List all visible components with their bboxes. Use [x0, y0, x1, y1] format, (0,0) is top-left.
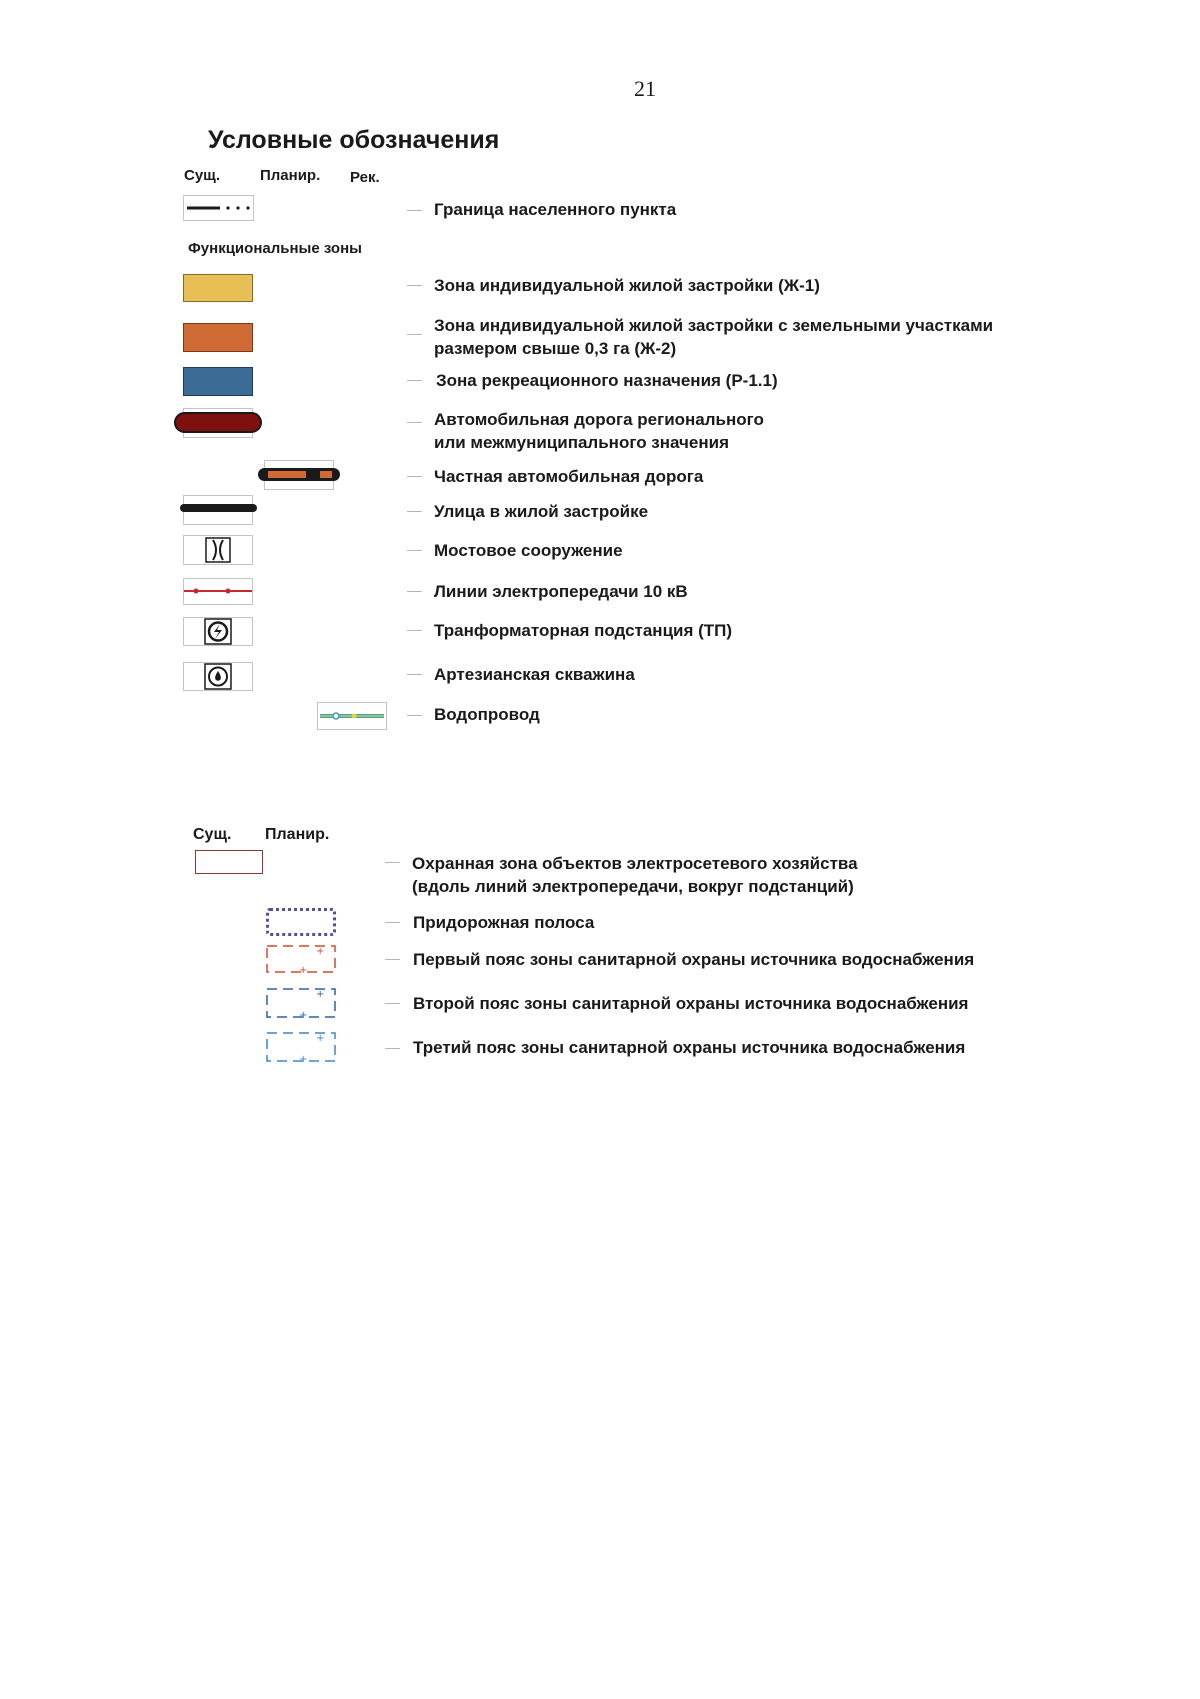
sanitary-zone-3-symbol — [266, 1032, 336, 1062]
legend-label-artesian-well: Артезианская скважина — [434, 665, 635, 684]
legend-title: Условные обозначения — [208, 126, 500, 154]
water-drop-icon — [184, 663, 252, 690]
zone-zh1-swatch — [183, 274, 253, 302]
leader-line — [407, 591, 422, 592]
header-reconstruction: Рек. — [350, 169, 380, 186]
sanitary-zone-1-symbol — [266, 945, 336, 973]
legend-label-bridge: Мостовое сооружение — [434, 541, 623, 560]
substation-box — [183, 617, 253, 646]
power-line-icon — [184, 579, 252, 604]
legend-label-zone-zh1: Зона индивидуальной жилой застройки (Ж-1) — [434, 276, 820, 295]
leader-line — [407, 715, 422, 716]
legend-label-zone-recreation: Зона рекреационного назначения (Р-1.1) — [436, 371, 778, 390]
leader-line — [407, 285, 422, 286]
legend-label-roadside-strip: Придорожная полоса — [413, 913, 595, 932]
street-symbol — [180, 504, 257, 512]
legend-label-zone-zh2-line2: размером свыше 0,3 га (Ж-2) — [434, 339, 677, 358]
leader-line — [385, 862, 400, 863]
svg-text:+: + — [299, 1054, 308, 1062]
header-planned: Планир. — [260, 167, 321, 184]
leader-line — [407, 511, 422, 512]
water-pipe-box — [317, 702, 387, 730]
settlement-boundary-symbol — [183, 195, 254, 221]
functional-zones-heading: Функциональные зоны — [188, 240, 362, 257]
legend-label-sanitary-zone-3: Третий пояс зоны санитарной охраны источника водоснабжения — [413, 1038, 966, 1057]
legend-label-power-protection-zone-line1: Охранная зона объектов электросетевого хозяйства — [412, 854, 858, 873]
leader-line — [407, 422, 422, 423]
sanitary-zone-2-symbol — [266, 988, 336, 1018]
roadside-strip-symbol — [266, 908, 336, 936]
svg-text:+: + — [316, 1033, 325, 1044]
leader-line — [407, 380, 422, 381]
leader-line — [407, 210, 422, 211]
legend-label-power-line: Линии электропередачи 10 кВ — [434, 582, 688, 601]
leader-line — [407, 476, 422, 477]
power-line-box — [183, 578, 253, 605]
leader-line — [385, 1003, 400, 1004]
page-number: 21 — [634, 76, 656, 101]
svg-text:+: + — [299, 1010, 308, 1018]
power-protection-zone-symbol — [195, 850, 263, 874]
header-existing: Сущ. — [184, 167, 220, 184]
leader-line — [385, 1048, 400, 1049]
svg-text:+: + — [316, 989, 325, 1000]
svg-text:+: + — [316, 946, 325, 957]
legend-label-zone-zh2-line1: Зона индивидуальной жилой застройки с земельными участками — [434, 316, 994, 335]
water-pipe-icon — [318, 703, 386, 729]
bridge-box — [183, 535, 253, 565]
leader-line — [407, 550, 422, 551]
lightning-icon — [184, 618, 252, 645]
legend-label-street: Улица в жилой застройке — [434, 502, 649, 521]
zone-zh2-swatch — [183, 323, 253, 352]
well-box — [183, 662, 253, 691]
regional-road-symbol — [174, 412, 262, 433]
legend-label-regional-road-line1: Автомобильная дорога регионального — [434, 410, 764, 429]
legend-label-power-protection-zone-line2: (вдоль линий электропередачи, вокруг подстанций) — [412, 877, 854, 896]
bottom-header-existing: Сущ. — [193, 826, 232, 843]
legend-label-settlement-boundary: Граница населенного пункта — [434, 200, 677, 219]
legend-label-regional-road-line2: или межмуниципального значения — [434, 433, 730, 452]
private-road-symbol — [258, 468, 340, 481]
bridge-icon — [184, 536, 252, 564]
legend-label-water-pipe: Водопровод — [434, 705, 540, 724]
leader-line — [385, 922, 400, 923]
leader-line — [407, 630, 422, 631]
leader-line — [407, 674, 422, 675]
leader-line — [407, 334, 422, 335]
bottom-header-planned: Планир. — [265, 826, 330, 843]
svg-text:+: + — [299, 965, 308, 973]
zone-recreation-swatch — [183, 367, 253, 396]
legend-label-sanitary-zone-2: Второй пояс зоны санитарной охраны источника водоснабжения — [413, 994, 969, 1013]
legend-label-substation: Транформаторная подстанция (ТП) — [434, 621, 733, 640]
leader-line — [385, 959, 400, 960]
legend-label-sanitary-zone-1: Первый пояс зоны санитарной охраны источника водоснабжения — [413, 950, 975, 969]
legend-label-private-road: Частная автомобильная дорога — [434, 467, 704, 486]
